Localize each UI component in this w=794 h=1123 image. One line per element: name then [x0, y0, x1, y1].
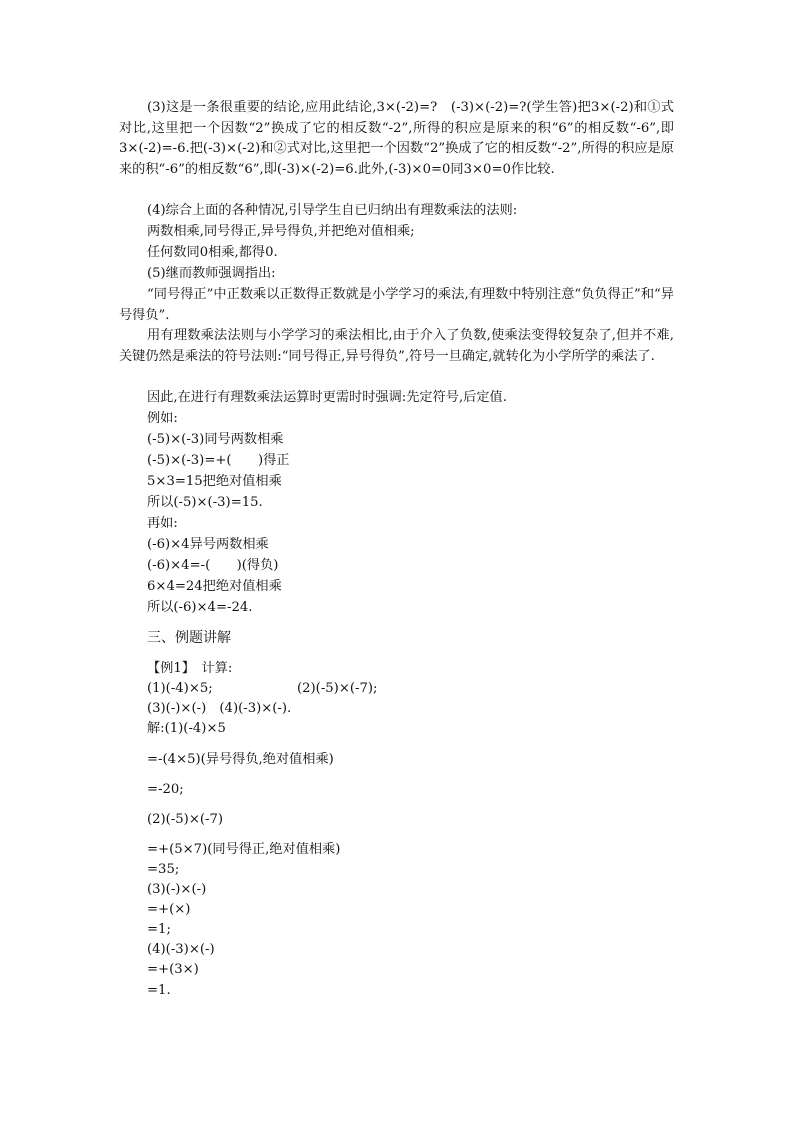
section-heading: 三、例题讲解: [147, 630, 231, 646]
paragraph-summary: (4)综合上面的各种情况,引导学生自已归纳出有理数乘法的法则:: [147, 203, 518, 218]
paragraph-same-sign: “同号得正”中正数乘以正数得正数就是小学学习的乘法,有理数中特别注意“负负得正”和“异号得负”.: [119, 287, 674, 323]
example-line: (-5)×(-3)=+( )得正: [147, 453, 290, 468]
example-line: 再如:: [147, 516, 178, 531]
solution-line: =1;: [147, 922, 171, 937]
exercise-q2: (2)(-5)×(-7);: [297, 681, 378, 696]
example-line: (-6)×4异号两数相乘: [147, 537, 269, 552]
example-line: 所以(-5)×(-3)=15.: [147, 495, 263, 510]
solution-line: =35;: [147, 862, 180, 877]
solution-line: =-(4×5)(异号得负,绝对值相乘): [147, 752, 334, 767]
rule-line-1: 两数相乘,同号得正,异号得负,并把绝对值相乘;: [147, 224, 415, 239]
rule-line-2: 任何数同0相乘,都得0.: [147, 245, 278, 260]
paragraph-teacher-note: (5)继而教师强调指出:: [147, 266, 276, 281]
exercise-q1: (1)(-4)×5;: [147, 681, 213, 696]
example-intro: 例如:: [147, 411, 178, 426]
paragraph-emphasis: 因此,在进行有理数乘法运算时更需时时强调:先定符号,后定值.: [147, 390, 507, 405]
example-line: (-5)×(-3)同号两数相乘: [147, 432, 284, 447]
solution-line: =+(3×): [147, 962, 199, 977]
example-line: 6×4=24把绝对值相乘: [147, 579, 282, 594]
example-line: 5×3=15把绝对值相乘: [147, 474, 282, 489]
solution-line: 解:(1)(-4)×5: [147, 721, 226, 736]
example-title: 【例1】 计算:: [147, 661, 233, 676]
solution-line: (3)(-)×(-): [147, 882, 207, 897]
solution-line: =-20;: [147, 782, 184, 797]
example-line: 所以(-6)×4=-24.: [147, 600, 253, 615]
paragraph-comparison: 用有理数乘法法则与小学学习的乘法相比,由于介入了负数,使乘法变得较复杂了,但并不难,关键仍然是乘法的符号法则:“同号得正,异号得负”,符号一旦确定,就转化为小学所学的乘法了.: [119, 328, 674, 364]
paragraph-conclusion: (3)这是一条很重要的结论,应用此结论,3×(-2)=? (-3)×(-2)=?(学生答)把3×(-2)和①式对比,这里把一个因数“2”换成了它的相反数“-2”,所得的积应是原来的积“6”的相反数“-6”,即3×(-2)=-6.把(-3)×(-2)和②式对比,这里把一个因数“2”换成了它的相反数“-2”,所得的积应是原来的积“-6”的相反数“6”,即(-3)×(-2)=6.此外,(-3)×0=0同3×0=0作比较.: [119, 100, 674, 177]
example-line: (-6)×4=-( )(得负): [147, 558, 279, 573]
solution-line: (2)(-5)×(-7): [147, 812, 224, 827]
solution-line: =+(×): [147, 902, 191, 917]
solution-line: =+(5×7)(同号得正,绝对值相乘): [147, 842, 341, 857]
solution-line: (4)(-3)×(-): [147, 942, 215, 957]
solution-line: =1.: [147, 983, 171, 998]
exercise-q3-q4: (3)(-)×(-) (4)(-3)×(-).: [147, 701, 292, 716]
